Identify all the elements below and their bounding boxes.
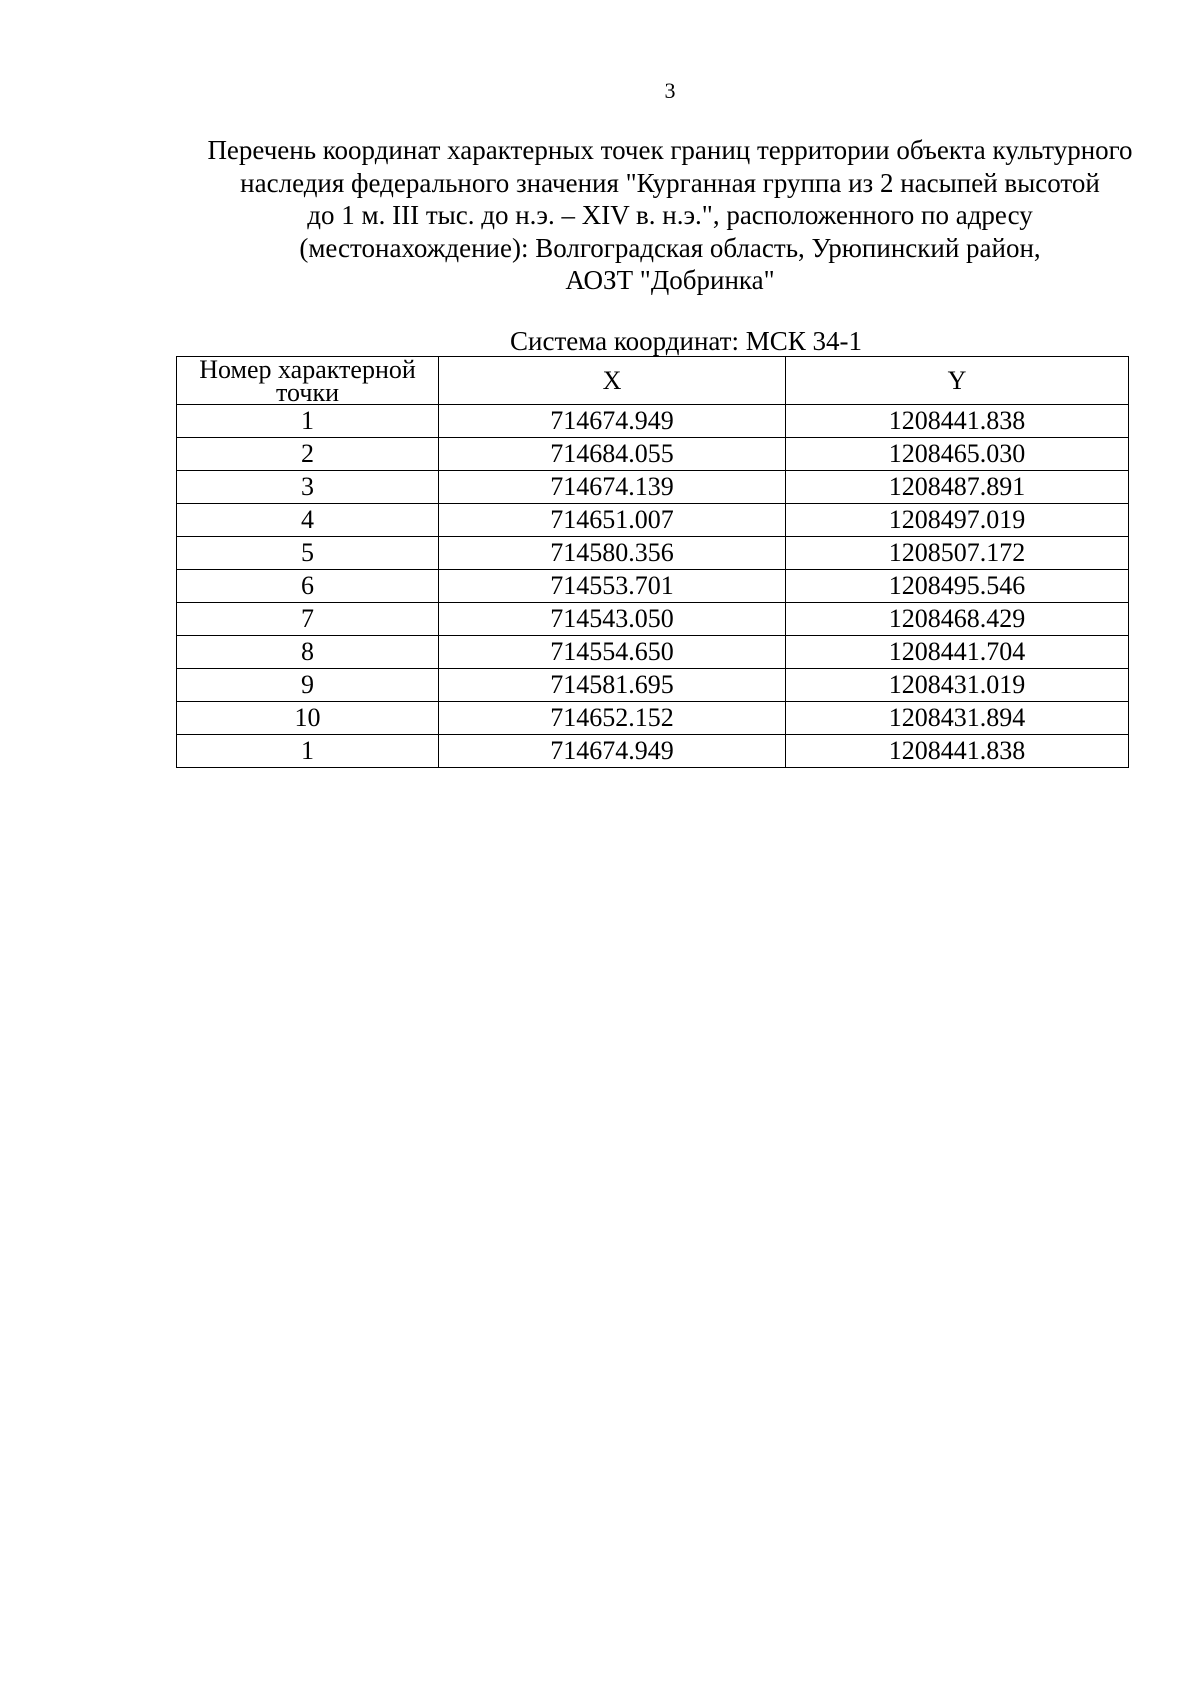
table-row bbox=[177, 405, 1129, 438]
cell-x: 714580.356 bbox=[439, 537, 786, 570]
cell-x: 714543.050 bbox=[439, 603, 786, 636]
title-line: до 1 м. III тыс. до н.э. – XIV в. н.э.", расположенного по адресу bbox=[307, 200, 1033, 230]
table-row bbox=[177, 471, 1129, 504]
cell-y: 1208441.838 bbox=[786, 405, 1129, 438]
cell-y: 1208468.429 bbox=[786, 603, 1129, 636]
cell-x: 714674.139 bbox=[439, 471, 786, 504]
cell-point: 9 bbox=[177, 669, 439, 702]
cell-x: 714651.007 bbox=[439, 504, 786, 537]
title-line: Перечень координат характерных точек границ территории объекта культурного bbox=[207, 135, 1133, 165]
cell-x: 714684.055 bbox=[439, 438, 786, 471]
page-number: 3 bbox=[664, 78, 676, 103]
cell-y: 1208431.019 bbox=[786, 669, 1129, 702]
cell-x: 714674.949 bbox=[439, 735, 786, 768]
table-row bbox=[177, 636, 1129, 669]
coordinate-system-caption: Система координат: МСК 34-1 bbox=[510, 326, 862, 356]
cell-x: 714581.695 bbox=[439, 669, 786, 702]
document-title bbox=[160, 134, 1180, 297]
table-row bbox=[177, 504, 1129, 537]
title-line: (местонахождение): Волгоградская область, Урюпинский район, bbox=[299, 232, 1041, 263]
cell-x: 714553.701 bbox=[439, 570, 786, 603]
cell-y: 1208465.030 bbox=[786, 438, 1129, 471]
header-point-number bbox=[177, 354, 439, 407]
cell-y: 1208431.894 bbox=[786, 702, 1129, 735]
cell-point: 6 bbox=[177, 570, 439, 603]
cell-x: 714554.650 bbox=[439, 636, 786, 669]
header-point-number-line1: Номер характерной bbox=[199, 354, 416, 384]
cell-point: 8 bbox=[177, 636, 439, 669]
cell-y: 1208487.891 bbox=[786, 471, 1129, 504]
cell-point: 2 bbox=[177, 438, 439, 471]
title-line: наследия федерального значения "Курганная группа из 2 насыпей высотой bbox=[240, 167, 1100, 198]
cell-x: 714674.949 bbox=[439, 405, 786, 438]
table-row bbox=[177, 537, 1129, 570]
cell-point: 4 bbox=[177, 504, 439, 537]
table-row bbox=[177, 735, 1129, 768]
header-point-number-line2: точки bbox=[276, 377, 339, 407]
cell-point: 3 bbox=[177, 471, 439, 504]
table-row bbox=[177, 438, 1129, 471]
cell-y: 1208441.838 bbox=[786, 735, 1129, 768]
title-line: АОЗТ "Добринка" bbox=[565, 265, 775, 295]
coordinates-table bbox=[176, 356, 1129, 768]
table-row bbox=[177, 603, 1129, 636]
table-row bbox=[177, 669, 1129, 702]
cell-point: 1 bbox=[177, 405, 439, 438]
cell-point: 1 bbox=[177, 735, 439, 768]
table-row bbox=[177, 702, 1129, 735]
header-x: X bbox=[439, 357, 786, 405]
table-header-row bbox=[177, 357, 1129, 405]
cell-y: 1208495.546 bbox=[786, 570, 1129, 603]
cell-point: 5 bbox=[177, 537, 439, 570]
cell-y: 1208441.704 bbox=[786, 636, 1129, 669]
cell-y: 1208497.019 bbox=[786, 504, 1129, 537]
table-row bbox=[177, 570, 1129, 603]
cell-y: 1208507.172 bbox=[786, 537, 1129, 570]
cell-point: 7 bbox=[177, 603, 439, 636]
cell-point: 10 bbox=[177, 702, 439, 735]
cell-x: 714652.152 bbox=[439, 702, 786, 735]
header-y: Y bbox=[786, 357, 1129, 405]
